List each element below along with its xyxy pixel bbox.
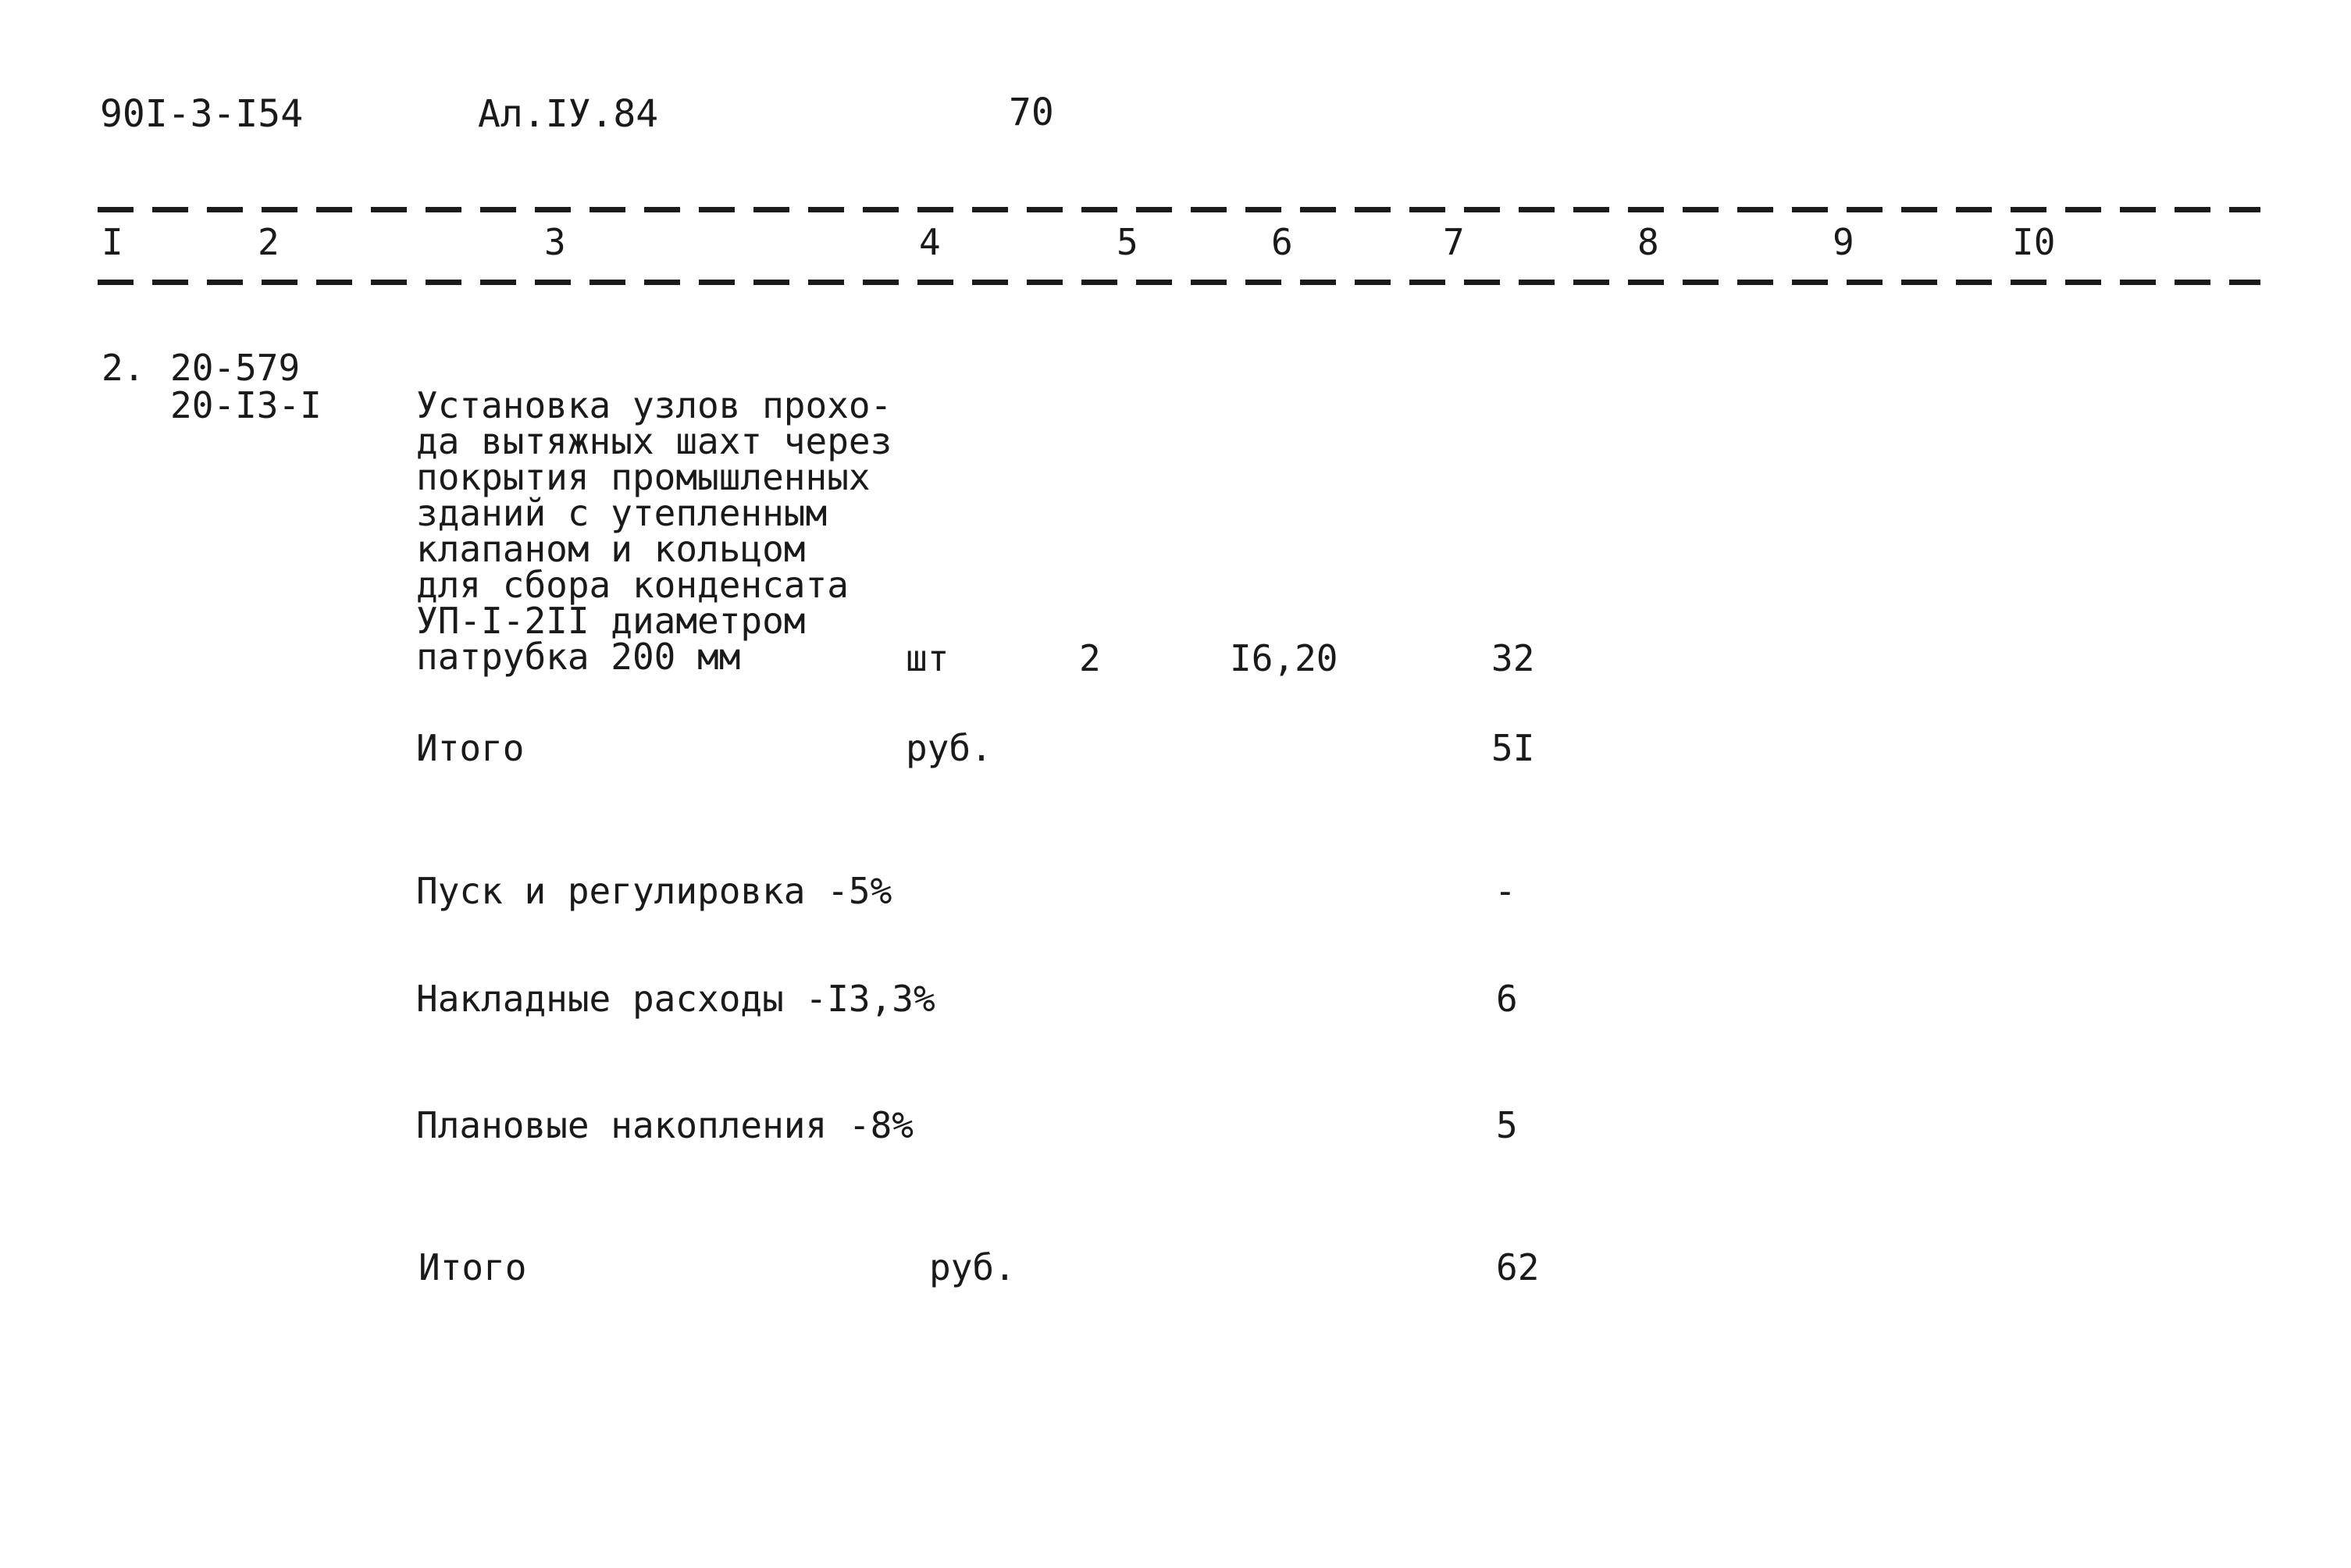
item-description [416, 384, 892, 678]
description-line: да вытяжных шахт через [416, 420, 892, 462]
subtotal-unit: руб. [906, 727, 992, 769]
column-number-10: I0 [2012, 221, 2056, 263]
planned-savings-label: Плановые накопления -8% [416, 1104, 914, 1146]
subtotal-label: Итого [416, 727, 525, 769]
item-code-1: 20-579 [170, 347, 301, 389]
page-number: 70 [1009, 91, 1054, 134]
document-code: 90I-3-I54 [100, 92, 304, 136]
column-number-8: 8 [1637, 221, 1659, 263]
description-line: УП-I-2II диаметром [416, 600, 806, 642]
column-header-bottom-rule [98, 280, 2260, 285]
item-unit: шт [906, 637, 949, 679]
column-number-2: 2 [258, 221, 280, 263]
item-number: 2. [102, 347, 145, 389]
subtotal-value: 5I [1491, 727, 1535, 769]
column-number-3: 3 [544, 221, 566, 263]
item-total: 32 [1491, 637, 1535, 679]
column-number-6: 6 [1271, 221, 1293, 263]
description-line: патрубка 200 мм [416, 636, 741, 678]
item-unit-price: I6,20 [1230, 637, 1338, 679]
start-adjust-value: - [1494, 870, 1516, 912]
column-number-1: I [102, 221, 123, 263]
description-line: для сбора конденсата [416, 564, 849, 606]
column-number-5: 5 [1117, 221, 1138, 263]
item-quantity: 2 [1079, 637, 1101, 679]
total-unit: руб. [929, 1246, 1016, 1288]
item-code-2: 20-I3-I [170, 384, 322, 426]
total-value: 62 [1496, 1246, 1540, 1288]
column-number-7: 7 [1443, 221, 1465, 263]
description-line: клапаном и кольцом [416, 528, 806, 570]
album-reference: Ал.IУ.84 [478, 92, 659, 136]
planned-savings-value: 5 [1496, 1104, 1518, 1146]
column-number-4: 4 [919, 221, 941, 263]
total-label: Итого [419, 1246, 527, 1288]
description-line: Установка узлов прохо- [416, 384, 892, 426]
description-line: зданий с утепленным [416, 492, 828, 534]
start-adjust-label: Пуск и регулировка -5% [416, 870, 892, 912]
description-line: покрытия промышленных [416, 456, 871, 498]
column-header-top-rule [98, 207, 2260, 212]
column-number-9: 9 [1833, 221, 1854, 263]
overhead-value: 6 [1496, 978, 1518, 1020]
overhead-label: Накладные расходы -I3,3% [416, 978, 935, 1020]
